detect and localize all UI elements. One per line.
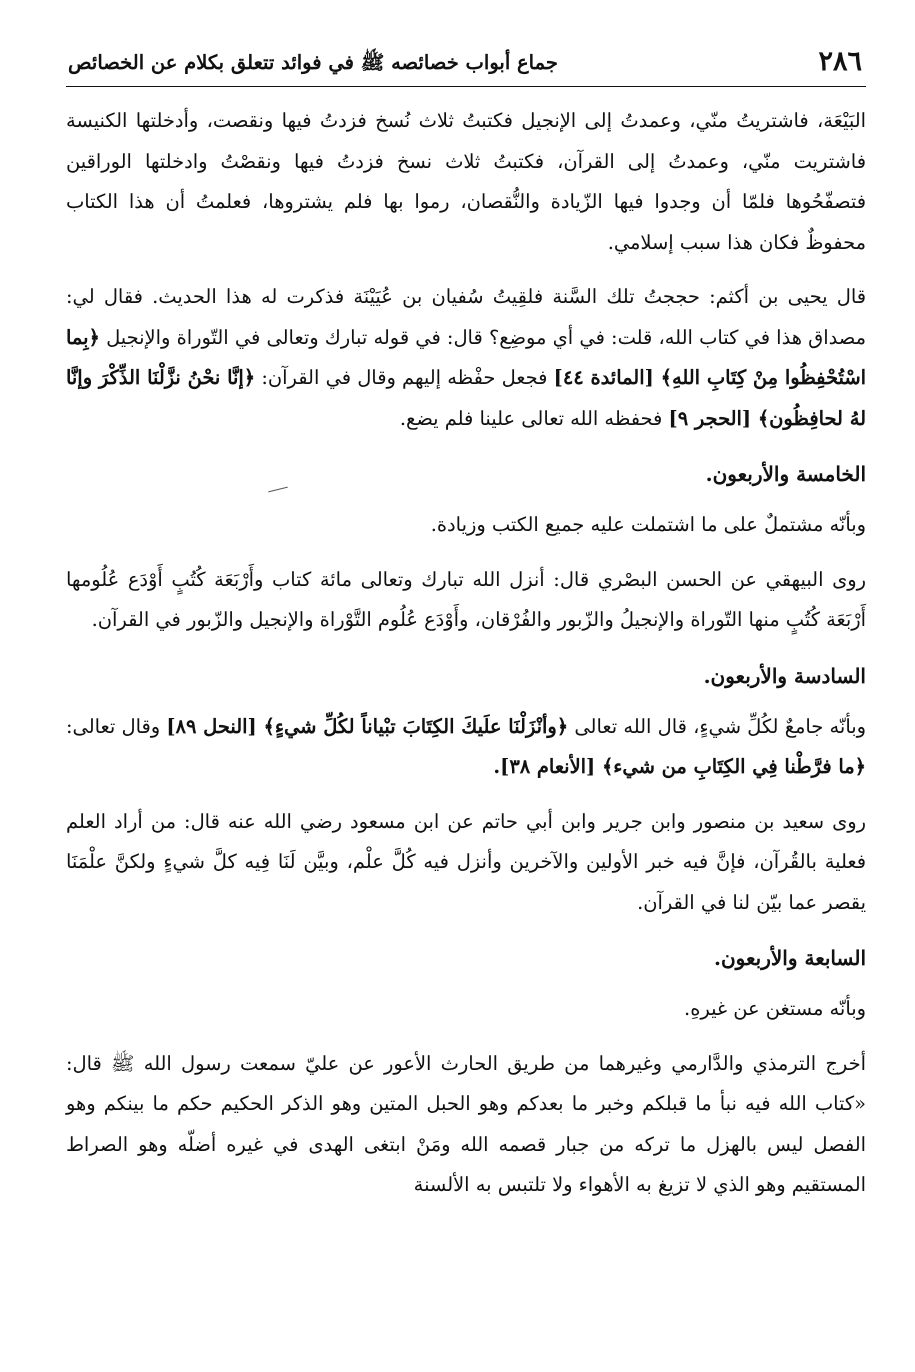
quran-quotation: ﴿بِما اسْتُحْفِظُوا مِنْ كِتَابِ اللهِ﴾ [المائدة ٤٤]: [66, 325, 866, 389]
book-page: [66, 40, 866, 1340]
page-body: [66, 101, 866, 1206]
paragraph: [66, 505, 866, 546]
paragraph: [66, 560, 866, 641]
text-run: روى سعيد بن منصور وابن جرير وابن أبي حاتم عن ابن مسعود رضي الله عنه قال: من أراد العلم فعلية بالقُرآن، فإنَّ فيه خبر الأولين والآخرين وأنزل فيه كُلَّ علْم، وبيَّن لَنَا فِيه كلَّ شيءٍ ولكنَّ علْمَنَا يقصر عما بيّن لنا في القرآن.: [66, 809, 866, 914]
text-run: فحفظه الله تعالى علينا فلم يضع.: [399, 406, 669, 430]
paragraph: [66, 101, 866, 263]
paragraph: [66, 1044, 866, 1206]
paragraph: [66, 989, 866, 1030]
paragraph: [66, 277, 866, 439]
text-run: وقال تعالى:: [66, 714, 167, 738]
text-run: قال يحيى بن أكثم: حججتُ تلك السَّنة فلقِيتُ سُفيان بن عُيَيْنَة فذكرت له هذا الحديث. فقال لي: مصداق هذا في كتاب الله، قلت: في أي موضِع؟ قال: في قوله تبارك وتعالى في التّوراة والإنجيل: [66, 285, 866, 349]
running-header: [66, 40, 866, 87]
text-run: أخرج الترمذي والدَّارمي وغيرهما من طريق الحارث الأعور عن عليّ سمعت رسول الله ﷺ قال: «كتاب الله فيه نبأ ما قبلكم وخبر ما بعدكم وهو الحبل المتين وهو الذكر الحكيم حكم ما بينكم وهو الفصل ليس بالهزل ما تركه من جبار قصمه الله ومَنْ ابتغى الهدى في غيره أضلّه وهو الصراط المستقيم وهو الذي لا تزيغ به الأهواء ولا تلتبس به الألسنة: [66, 1051, 866, 1196]
text-run: البَيْعَة، فاشتريتُ منّي، وعمدتُ إلى الإنجيل فكتبتُ ثلاث نُسخ فزدتُ فيها ونقصت، وأدخلتها الكنيسة فاشتريت منّي، وعمدتُ إلى القرآن، فكتبتُ ثلاث نسخ فزدتُ فيها ونقصْتُ وادخلتها الوراقين فتصفّحُوها فلمّا أن وجدوا فيها الزّيادة والنُّقصان، رموا بها فلم يشتروها، فعلمتُ أن هذا الكتاب محفوظٌ فكان هذا سبب إسلامي.: [66, 109, 866, 254]
section-heading: الخامسة والأربعون.: [705, 462, 866, 486]
text-run: وبأنّه جامعٌ لكُلِّ شيءٍ، قال الله تعالى: [568, 714, 866, 738]
quran-quotation: ﴿وأنْزَلْنَا علَيكَ الكِتَابَ تبْياناً لكُلِّ شيءٍ﴾ [النحل ٨٩]: [166, 714, 569, 738]
text-run: فجعل حفْظه إليهم وقال في القرآن:: [255, 366, 554, 389]
text-run: روى البيهقي عن الحسن البصْري قال: أنزل الله تبارك وتعالى مائة كتاب وأَرْبَعَة كُتُبٍ أَوْدَع عُلُومها أَرْبَعَة كُتُبٍ منها التّوراة والإنجيلُ والزّبور والفُرْقان، وأَوْدَع عُلُوم التَّوْراة والإنجيل والزّبور في القرآن.: [66, 567, 866, 631]
section-heading: السادسة والأربعون.: [703, 663, 866, 688]
paragraph: [66, 707, 866, 788]
text-run: وبأنّه مستغن عن غيرهِ.: [684, 997, 866, 1020]
text-run: وبأنّه مشتملٌ على ما اشتملت عليه جميع الكتب وزيادة.: [430, 513, 866, 536]
section-heading: السابعة والأربعون.: [714, 946, 866, 970]
page-number: ٢٨٦: [818, 46, 862, 77]
quran-quotation: ﴿ما فرَّطْنا فِي الكِتَابِ من شيء﴾ [الأنعام ٣٨].: [493, 755, 866, 778]
paragraph: [66, 802, 866, 924]
running-title: جماع أبواب خصائصه ﷺ في فوائد تتعلق بكلام عن الخصائص: [68, 51, 558, 74]
quran-quotation: ﴿إنَّا نحْنُ نزَّلْنَا الذِّكْرَ وإنَّا لهُ لحافِظُون﴾ [الحجر ٩]: [66, 366, 866, 430]
